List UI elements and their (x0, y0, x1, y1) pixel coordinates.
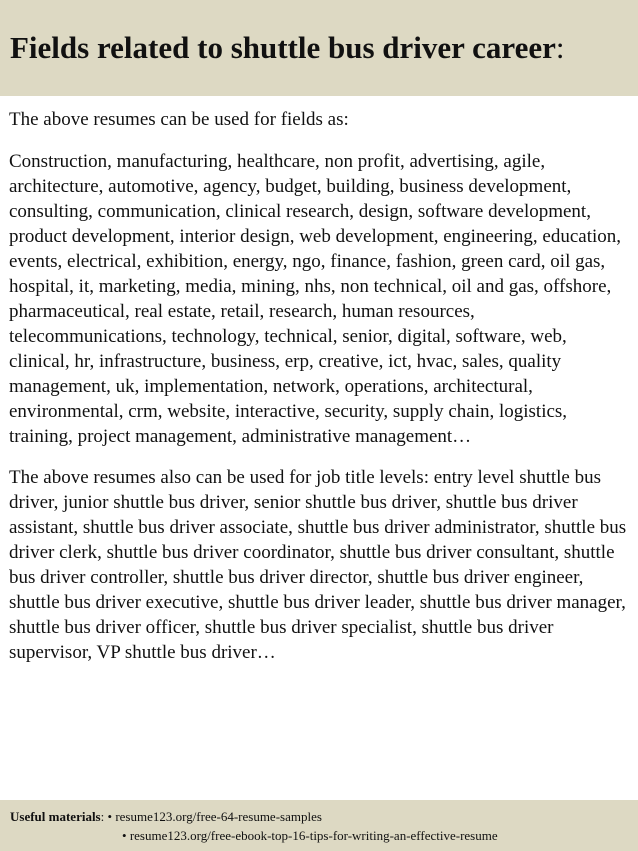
bullet: • (107, 809, 116, 824)
bullet: • (122, 828, 130, 843)
page-title-colon: : (555, 30, 565, 65)
resource-link[interactable]: resume123.org/free-64-resume-samples (115, 809, 322, 824)
footer-band (0, 800, 638, 851)
page-title (10, 27, 638, 69)
footer-row (10, 807, 638, 826)
useful-materials-label: Useful materials (10, 809, 101, 824)
header-band (0, 0, 638, 96)
intro-paragraph: The above resumes can be used for fields as: (9, 109, 349, 130)
page-title-text: Fields related to shuttle bus driver career (10, 30, 556, 65)
footer-row (10, 826, 638, 845)
main-content (9, 107, 631, 665)
label-colon: : (100, 809, 108, 824)
fields-paragraph: Construction, manufacturing, healthcare, non profit, advertising, agile, architecture, automotive, agency, budget, building, business development, consulting, communication, clinical research, design, software development, product development, interior design, web development, engineering, education, events, electrical, exhibition, energy, ngo, finance, fashion, green card, oil gas, hospital, it, marketing, media, mining, nhs, non technical, oil and gas, offshore, pharmaceutical, real estate, retail, research, human resources, telecommunications, technology, technical, senior, digital, software, web, clinical, hr, infrastructure, business, erp, creative, ict, hvac, sales, quality management, uk, implementation, network, operations, architectural, environmental, crm, website, interactive, security, supply chain, logistics, training, project management, administrative management… (9, 151, 622, 447)
resource-link[interactable]: resume123.org/free-ebook-top-16-tips-for-writing-an-effective-resume (129, 828, 498, 843)
job-levels-paragraph: The above resumes also can be used for job title levels: entry level shuttle bus driver, junior shuttle bus driver, senior shuttle bus driver, shuttle bus driver assistant, shuttle bus driver associate, shuttle bus driver administrator, shuttle bus driver clerk, shuttle bus driver coordinator, shuttle bus driver consultant, shuttle bus driver controller, shuttle bus driver director, shuttle bus driver engineer, shuttle bus driver executive, shuttle bus driver leader, shuttle bus driver manager, shuttle bus driver officer, shuttle bus driver specialist, shuttle bus driver supervisor, VP shuttle bus driver… (9, 467, 627, 663)
